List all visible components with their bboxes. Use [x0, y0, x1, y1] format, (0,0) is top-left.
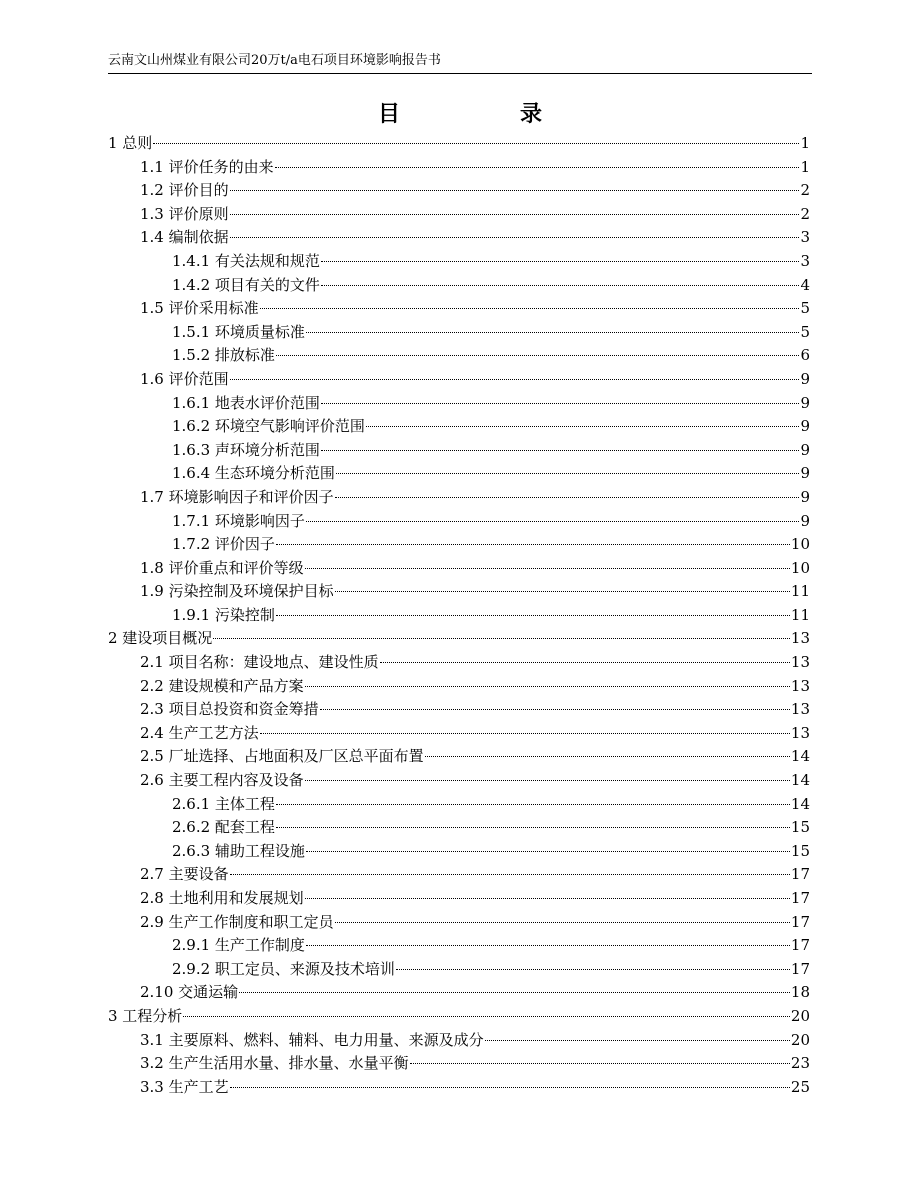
toc-entry[interactable]: [108, 203, 810, 227]
toc-entry-label: 1.9.1 污染控制: [172, 605, 275, 624]
toc-entry-label: 2.2 建设规模和产品方案: [140, 676, 304, 695]
toc-dot-leader: [153, 143, 799, 144]
toc-dot-leader: [305, 568, 790, 569]
toc-dot-leader: [321, 450, 800, 451]
toc-entry-page-number: 14: [790, 794, 810, 813]
toc-dot-leader: [275, 167, 800, 168]
toc-dot-leader: [380, 662, 790, 663]
toc-dot-leader: [320, 709, 790, 710]
toc-entry-label: 2.9 生产工作制度和职工定员: [140, 912, 334, 931]
toc-entry-label: 1.6.3 声环境分析范围: [172, 440, 320, 459]
toc-entry[interactable]: [108, 557, 810, 581]
toc-title-right: 录: [520, 101, 543, 127]
toc-dot-leader: [230, 1087, 790, 1088]
toc-entry[interactable]: [108, 415, 810, 439]
toc-dot-leader: [230, 379, 800, 380]
toc-entry[interactable]: [108, 392, 810, 416]
toc-entry-page-number: 17: [790, 889, 810, 907]
toc-entry[interactable]: [108, 934, 810, 958]
toc-entry-page-number: 5: [800, 322, 810, 341]
toc-dot-leader: [306, 851, 790, 852]
toc-dot-leader: [321, 285, 800, 286]
toc-entry[interactable]: [108, 156, 810, 180]
toc-entry[interactable]: [108, 1052, 810, 1076]
toc-entry-page-number: 13: [790, 700, 810, 719]
toc-entry-label: 2.5 厂址选择、占地面积及厂区总平面布置: [140, 747, 424, 766]
toc-entry[interactable]: [108, 793, 810, 817]
toc-title: [0, 95, 920, 129]
toc-entry[interactable]: [108, 1029, 810, 1053]
toc-dot-leader: [305, 780, 790, 781]
toc-entry-page-number: 23: [790, 1054, 810, 1073]
toc-entry-page-number: 13: [790, 676, 810, 695]
toc-dot-leader: [260, 733, 790, 734]
toc-entry-page-number: 2: [800, 181, 810, 200]
toc-entry-label: 1.1 评价任务的由来: [140, 157, 274, 176]
toc-dot-leader: [276, 355, 800, 356]
toc-entry-label: 2.6.3 辅助工程设施: [172, 841, 305, 860]
toc-entry-label: 2.3 项目总投资和资金筹措: [140, 700, 319, 719]
toc-entry-page-number: 20: [790, 1006, 810, 1025]
toc-dot-leader: [239, 992, 790, 993]
toc-entry[interactable]: [108, 840, 810, 864]
toc-entry[interactable]: [108, 911, 810, 935]
toc-entry-label: 1.5 评价采用标准: [140, 299, 259, 318]
toc-entry-label: 1.4.2 项目有关的文件: [172, 275, 320, 294]
toc-entry[interactable]: [108, 958, 810, 982]
page-header: 云南文山州煤业有限公司20万t/a电石项目环境影响报告书: [108, 53, 441, 68]
toc-entry[interactable]: [108, 486, 810, 510]
toc-entry-label: 2.9.2 职工定员、来源及技术培训: [172, 959, 395, 978]
toc-dot-leader: [276, 615, 790, 616]
toc-entry-label: 2.7 主要设备: [140, 865, 229, 884]
toc-entry-page-number: 9: [800, 464, 810, 483]
toc-dot-leader: [335, 922, 790, 923]
toc-entry-label: 1 总则: [108, 134, 153, 152]
toc-entry[interactable]: [108, 675, 810, 699]
toc-entry-page-number: 1: [800, 134, 810, 152]
toc-entry[interactable]: [108, 981, 810, 1005]
toc-entry-label: 1.3 评价原则: [140, 204, 229, 223]
toc-entry-page-number: 14: [790, 771, 810, 790]
toc-entry-page-number: 13: [790, 629, 810, 648]
toc-entry-label: 1.9 污染控制及环境保护目标: [140, 582, 334, 601]
toc-entry[interactable]: [108, 533, 810, 557]
toc-entry[interactable]: [108, 745, 810, 769]
toc-entry-label: 1.5.1 环境质量标准: [172, 322, 305, 341]
toc-dot-leader: [321, 261, 800, 262]
toc-entry-label: 2.10 交通运输: [140, 983, 239, 1002]
toc-dot-leader: [336, 473, 800, 474]
toc-entry-label: 2.8 土地利用和发展规划: [140, 889, 304, 907]
toc-dot-leader: [410, 1063, 790, 1064]
toc-entry-label: 1.7.2 评价因子: [172, 535, 275, 554]
toc-entry-page-number: 17: [790, 865, 810, 884]
toc-entry[interactable]: [108, 887, 810, 911]
toc-entry-page-number: 3: [800, 228, 810, 247]
toc-entry-page-number: 9: [800, 511, 810, 530]
toc-entry[interactable]: [108, 580, 810, 604]
toc-dot-leader: [276, 804, 790, 805]
toc-entry[interactable]: [108, 344, 810, 368]
toc-entry-label: 1.7 环境影响因子和评价因子: [140, 487, 334, 506]
toc-entry-page-number: 13: [790, 653, 810, 672]
toc-entry[interactable]: [108, 321, 810, 345]
toc-entry-page-number: 2: [800, 204, 810, 223]
toc-entry[interactable]: [108, 226, 810, 250]
toc-entry-page-number: 6: [800, 346, 810, 365]
toc-entry-page-number: 18: [790, 983, 810, 1002]
toc-entry[interactable]: [108, 863, 810, 887]
toc-entry-label: 2.6.2 配套工程: [172, 818, 275, 837]
toc-dot-leader: [321, 403, 800, 404]
toc-entry-label: 2.6 主要工程内容及设备: [140, 771, 304, 790]
toc-entry-page-number: 10: [790, 558, 810, 577]
toc-entry-page-number: 4: [800, 275, 810, 294]
toc-entry[interactable]: [108, 250, 810, 274]
toc-entry-label: 1.8 评价重点和评价等级: [140, 558, 304, 577]
toc-entry-page-number: 9: [800, 487, 810, 506]
toc-dot-leader: [213, 638, 790, 639]
toc-entry-page-number: 9: [800, 417, 810, 436]
toc-entry-page-number: 20: [790, 1030, 810, 1049]
toc-entry-page-number: 17: [790, 959, 810, 978]
toc-entry-label: 2.9.1 生产工作制度: [172, 936, 305, 955]
toc-entry[interactable]: [108, 1076, 810, 1100]
toc-dot-leader: [230, 190, 800, 191]
toc-entry[interactable]: [108, 439, 810, 463]
toc-entry-label: 2.4 生产工艺方法: [140, 723, 259, 742]
toc-entry-label: 2 建设项目概况: [108, 629, 213, 648]
toc-entry[interactable]: [108, 462, 810, 486]
toc-dot-leader: [305, 898, 790, 899]
toc-entry-label: 1.4 编制依据: [140, 228, 229, 247]
toc-entry[interactable]: [108, 510, 810, 534]
toc-entry[interactable]: [108, 816, 810, 840]
toc-entry-page-number: 1: [800, 157, 810, 176]
toc-entry-page-number: 9: [800, 369, 810, 388]
toc-entry-page-number: 13: [790, 723, 810, 742]
toc-entry-page-number: 14: [790, 747, 810, 766]
toc-entry[interactable]: [108, 698, 810, 722]
toc-entry[interactable]: [108, 722, 810, 746]
toc-entry[interactable]: [108, 769, 810, 793]
toc-entry-label: 1.6 评价范围: [140, 369, 229, 388]
toc-entry-page-number: 11: [790, 582, 810, 601]
toc-entry-page-number: 9: [800, 393, 810, 412]
table-of-contents: [108, 132, 810, 1099]
toc-entry[interactable]: [108, 604, 810, 628]
toc-dot-leader: [366, 426, 800, 427]
toc-entry-page-number: 11: [790, 605, 810, 624]
header-rule: [108, 73, 812, 74]
toc-dot-leader: [306, 332, 800, 333]
toc-entry-page-number: 9: [800, 440, 810, 459]
toc-entry-page-number: 10: [790, 535, 810, 554]
toc-entry-label: 1.4.1 有关法规和规范: [172, 251, 320, 270]
toc-entry-page-number: 17: [790, 936, 810, 955]
toc-entry-label: 1.6.4 生态环境分析范围: [172, 464, 335, 483]
toc-dot-leader: [276, 544, 790, 545]
toc-dot-leader: [425, 756, 790, 757]
toc-entry-page-number: 5: [800, 299, 810, 318]
toc-entry-page-number: 3: [800, 251, 810, 270]
toc-entry[interactable]: [108, 132, 810, 156]
toc-entry-page-number: 15: [790, 818, 810, 837]
toc-entry-page-number: 25: [790, 1077, 810, 1096]
toc-entry-label: 1.5.2 排放标准: [172, 346, 275, 365]
toc-entry-label: 2.6.1 主体工程: [172, 794, 275, 813]
toc-entry-label: 2.1 项目名称：建设地点、建设性质: [140, 653, 379, 672]
toc-entry[interactable]: [108, 179, 810, 203]
toc-entry[interactable]: [108, 274, 810, 298]
toc-dot-leader: [306, 521, 800, 522]
toc-dot-leader: [485, 1040, 790, 1041]
toc-dot-leader: [230, 237, 800, 238]
toc-entry-label: 1.6.2 环境空气影响评价范围: [172, 417, 365, 436]
toc-dot-leader: [183, 1016, 790, 1017]
toc-dot-leader: [306, 945, 790, 946]
toc-dot-leader: [276, 827, 790, 828]
toc-entry[interactable]: [108, 368, 810, 392]
toc-entry[interactable]: [108, 297, 810, 321]
toc-entry-page-number: 15: [790, 841, 810, 860]
toc-entry-label: 1.6.1 地表水评价范围: [172, 393, 320, 412]
toc-dot-leader: [230, 874, 790, 875]
toc-dot-leader: [230, 214, 800, 215]
toc-entry-label: 1.7.1 环境影响因子: [172, 511, 305, 530]
toc-entry[interactable]: [108, 627, 810, 651]
toc-title-left: 目: [377, 101, 400, 127]
toc-dot-leader: [335, 591, 790, 592]
toc-dot-leader: [335, 497, 800, 498]
toc-entry-page-number: 17: [790, 912, 810, 931]
toc-entry-label: 3.2 生产生活用水量、排水量、水量平衡: [140, 1054, 409, 1073]
toc-dot-leader: [260, 308, 800, 309]
toc-entry-label: 3.3 生产工艺: [140, 1077, 229, 1096]
toc-entry[interactable]: [108, 651, 810, 675]
toc-entry-label: 1.2 评价目的: [140, 181, 229, 200]
toc-dot-leader: [305, 686, 790, 687]
toc-entry-label: 3.1 主要原料、燃料、辅料、电力用量、来源及成分: [140, 1030, 484, 1049]
toc-entry[interactable]: [108, 1005, 810, 1029]
toc-dot-leader: [396, 969, 790, 970]
toc-entry-label: 3 工程分析: [108, 1006, 183, 1025]
